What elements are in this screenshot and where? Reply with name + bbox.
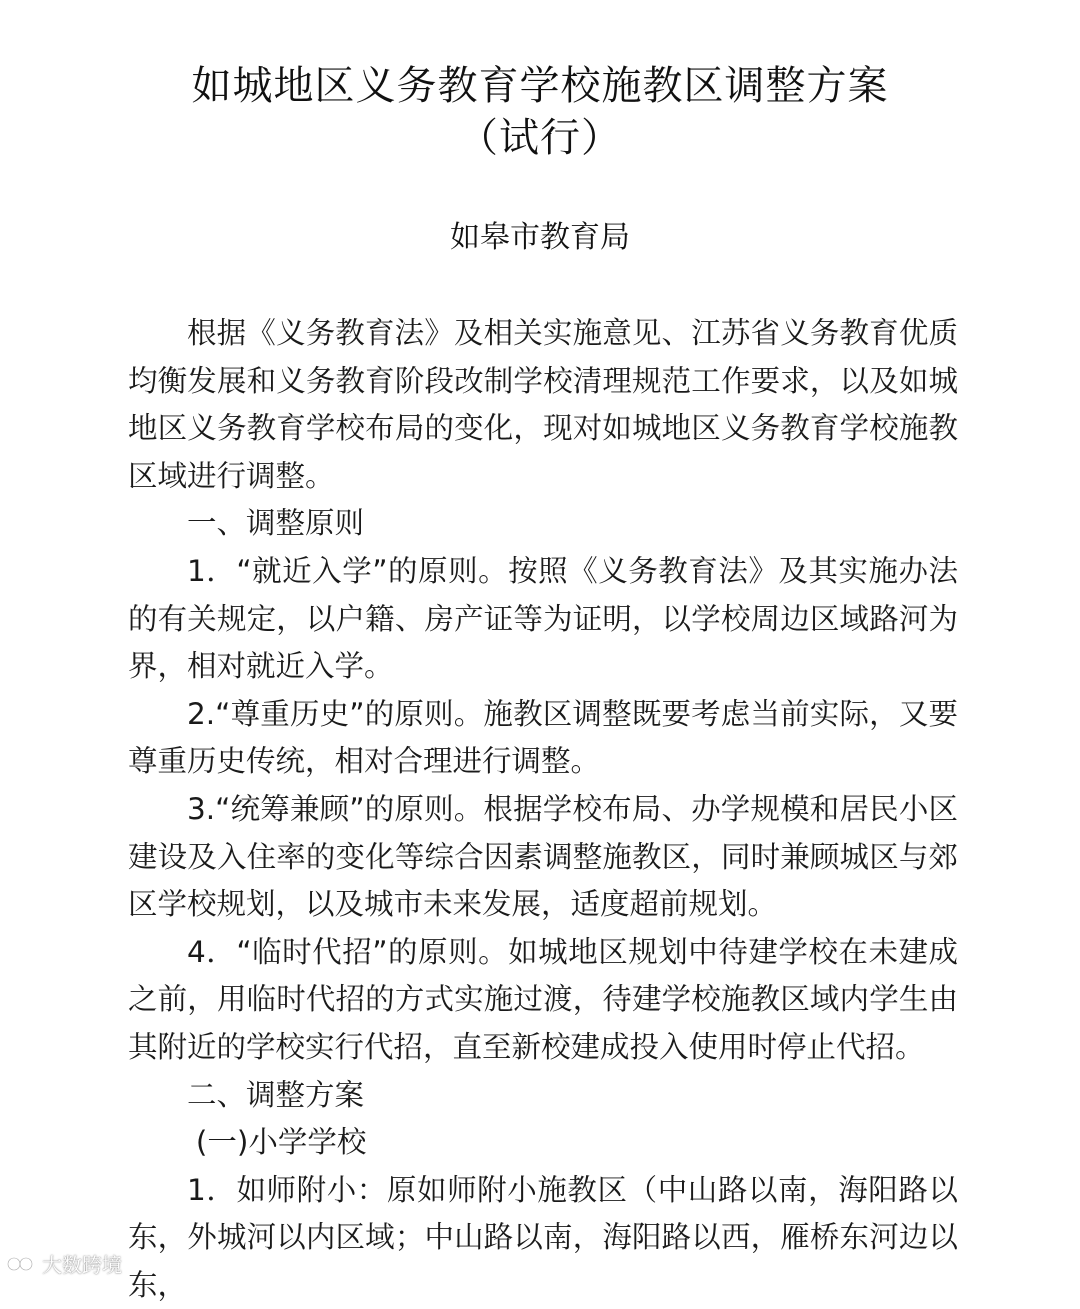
paragraph-intro: 根据《义务教育法》及相关实施意见、江苏省义务教育优质均衡发展和义务教育阶段改制学校清理规范工作要求，以及如城地区义务教育学校布局的变化，现对如城地区义务教育学校施教区域进行调整。 (128, 316, 958, 493)
watermark (6, 1249, 122, 1278)
paragraph-principle-3: 3.“统筹兼顾”的原则。根据学校布局、办学规模和居民小区建设及入住率的变化等综合因素调整施教区，同时兼顾城区与郊区学校规划，以及城市未来发展，适度超前规划。 (128, 791, 958, 922)
section-heading-principles: 一、调整原则 (187, 506, 365, 541)
document-author: 如皋市教育局 (450, 220, 630, 255)
subsection-heading-primary: (一)小学学校 (195, 1125, 367, 1160)
watermark-text: 大数跨境 (42, 1253, 122, 1277)
section-heading-plan: 二、调整方案 (187, 1077, 365, 1112)
paragraph-principle-2: 2.“尊重历史”的原则。施教区调整既要考虑当前实际，又要尊重历史传统，相对合理进行调整。 (128, 696, 958, 779)
document-title-suffix: （试行） (458, 115, 622, 161)
paragraph-principle-1: 1．“就近入学”的原则。按照《义务教育法》及其实施办法的有关规定，以户籍、房产证等为证明，以学校周边区域路河为界，相对就近入学。 (128, 553, 958, 684)
paragraph-principle-4: 4．“临时代招”的原则。如城地区规划中待建学校在未建成之前，用临时代招的方式实施过渡，待建学校施教区域内学生由其附近的学校实行代招，直至新校建成投入使用时停止代招。 (128, 934, 958, 1064)
paragraph-plan-item-1: 1．如师附小：原如师附小施教区（中山路以南，海阳路以东，外城河以内区域；中山路以南，海阳路以西，雁桥东河边以东， (128, 1172, 958, 1302)
logo-icon (6, 1253, 36, 1275)
document-title: 如城地区义务教育学校施教区调整方案 (191, 63, 889, 109)
document-body (128, 310, 958, 1309)
